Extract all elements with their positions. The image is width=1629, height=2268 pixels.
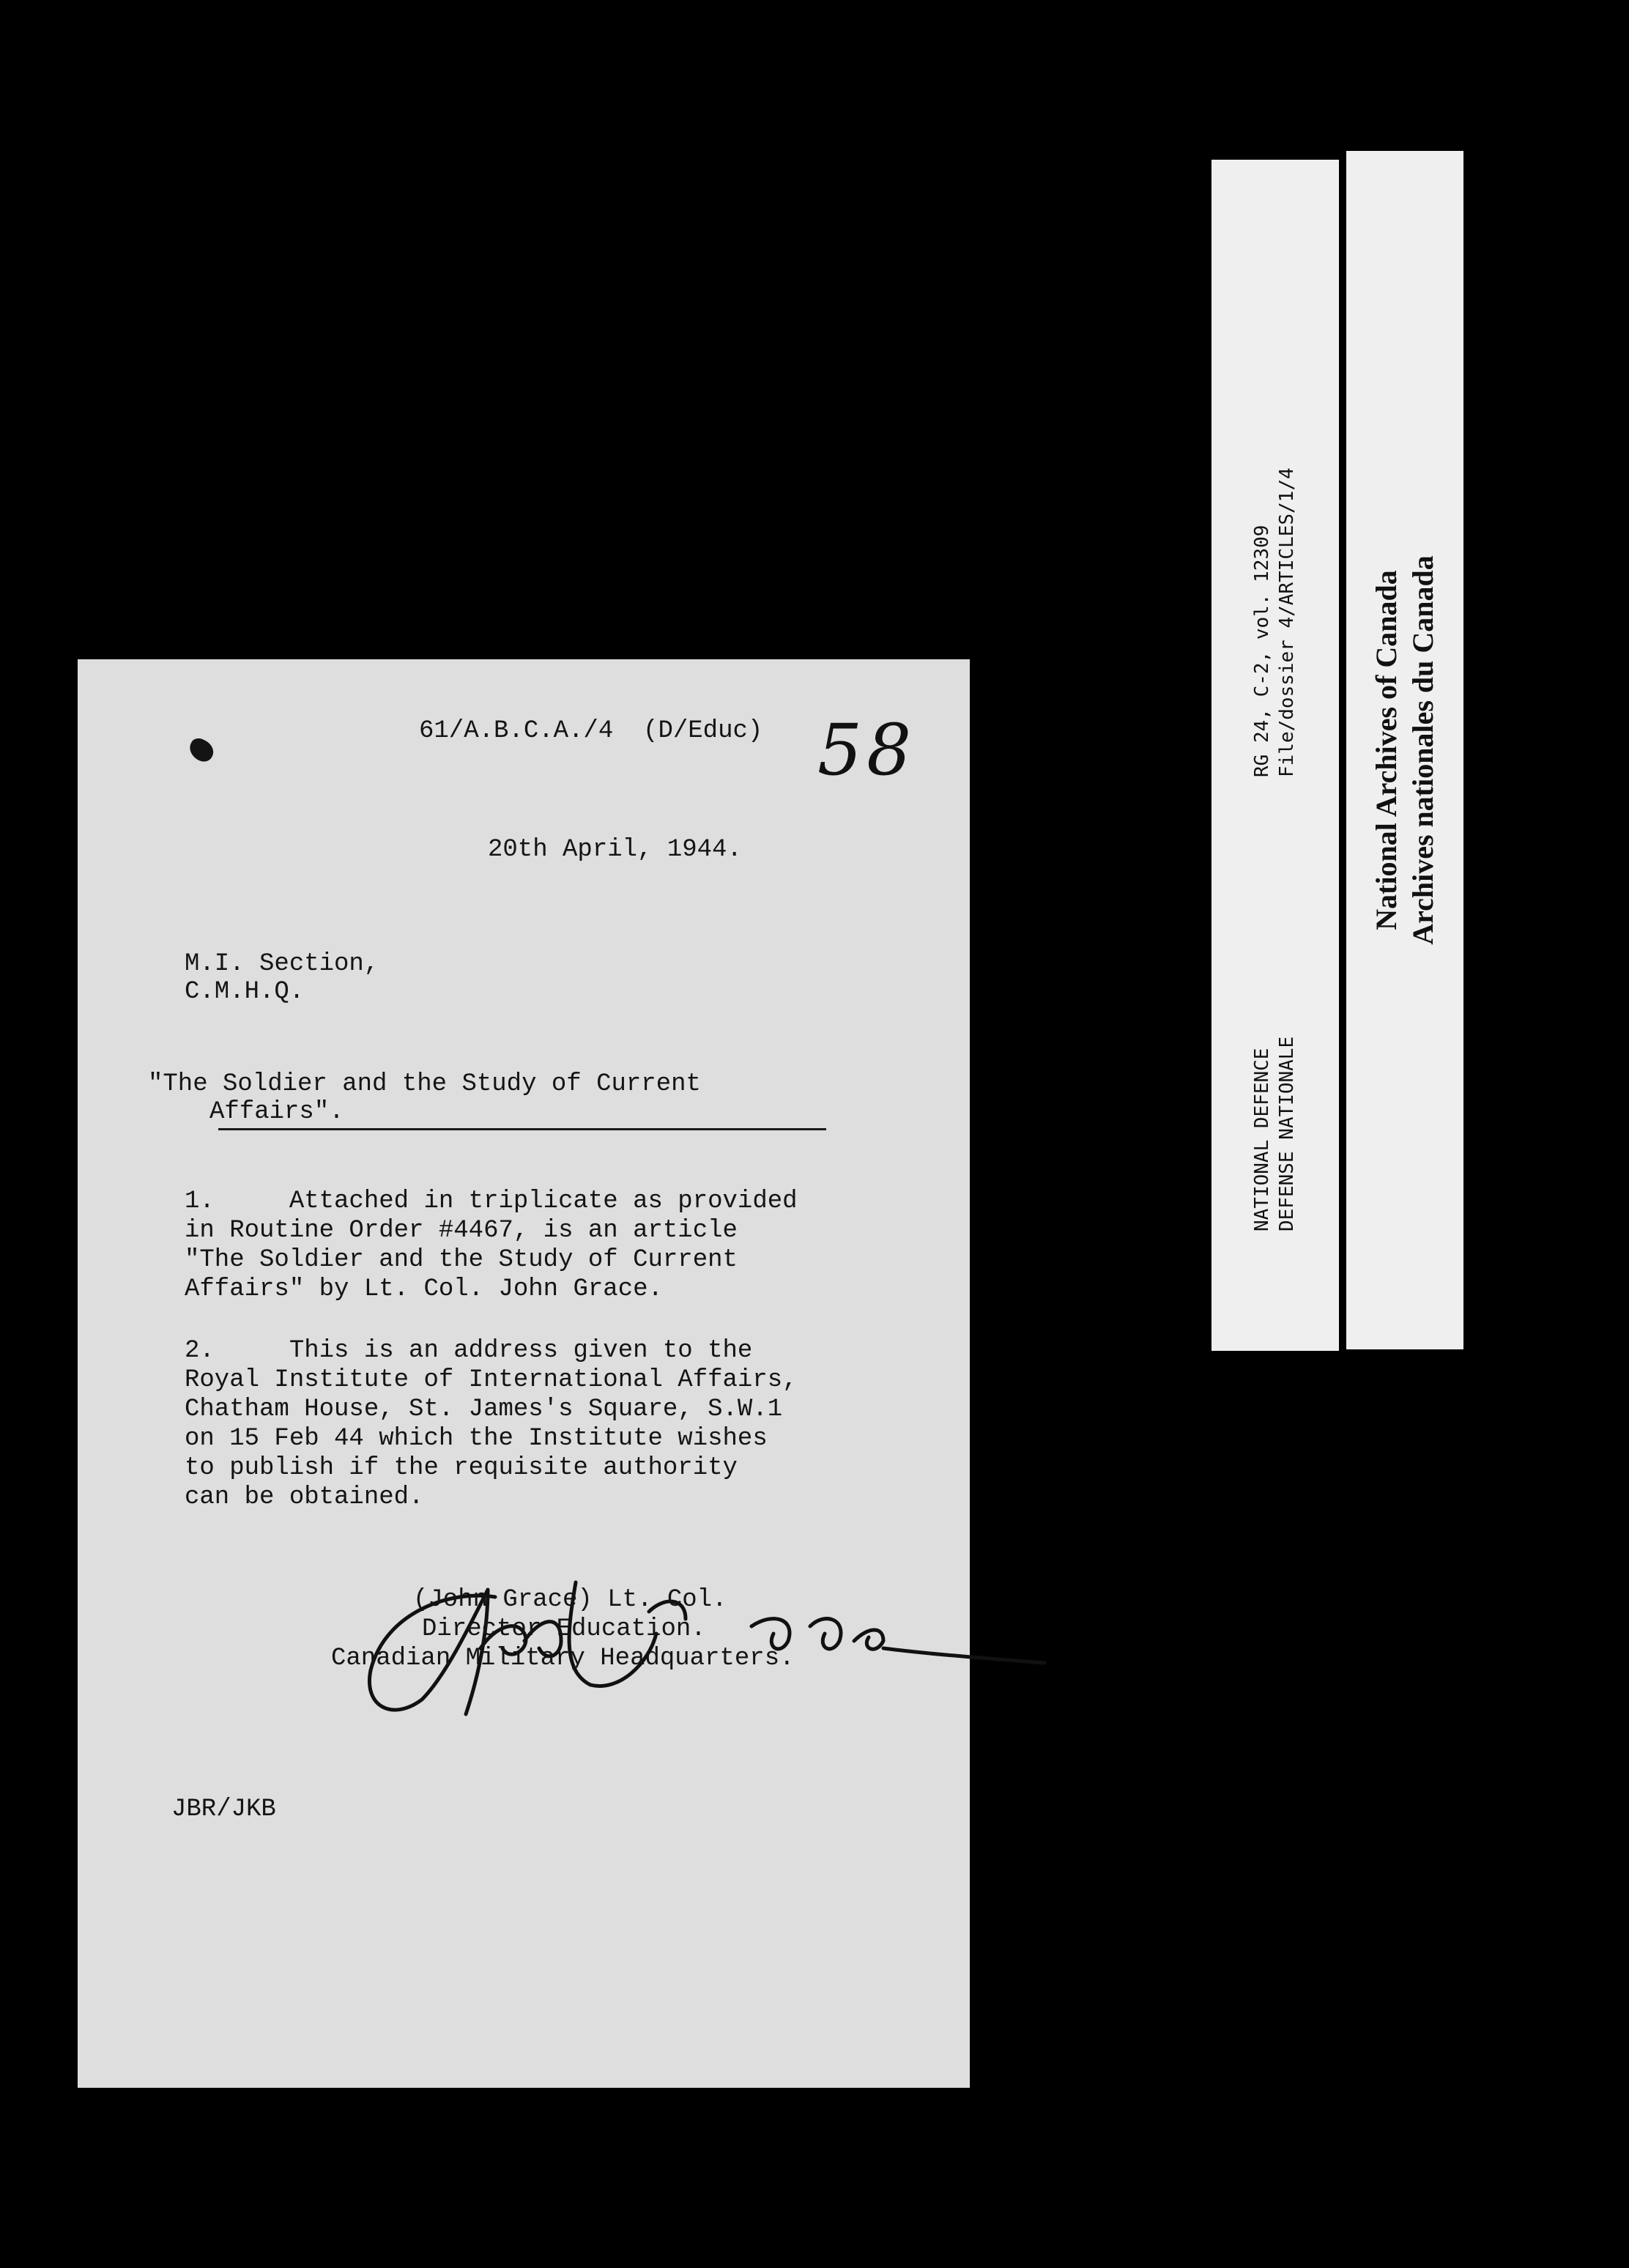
paragraph-2-line-6: can be obtained. <box>185 1483 424 1511</box>
paragraph-1-line-4: Affairs" by Lt. Col. John Grace. <box>185 1275 663 1303</box>
paragraph-2-line-5: to publish if the requisite authority <box>185 1454 738 1482</box>
paragraph-2-line-4: on 15 Feb 44 which the Institute wishes <box>185 1425 768 1453</box>
paragraph-1-line-3: "The Soldier and the Study of Current <box>185 1246 738 1274</box>
record-reference <box>1250 279 1300 1231</box>
subject-underline <box>218 1128 826 1130</box>
letter-date: 20th April, 1944. <box>488 836 742 864</box>
paragraph-2-line-1: 2. This is an address given to the <box>185 1337 753 1365</box>
paragraph-2-line-3: Chatham House, St. James's Square, S.W.1 <box>185 1396 783 1423</box>
addressee-line-2: C.M.H.Q. <box>185 978 305 1006</box>
department-fr: DEFENSE NATIONALE <box>1276 1036 1298 1231</box>
subject-line-2: Affairs". <box>209 1098 344 1126</box>
subject-line-1: "The Soldier and the Study of Current <box>148 1070 701 1098</box>
signature-organization: Canadian Military Headquarters. <box>331 1645 795 1672</box>
archive-reference-strip <box>1211 160 1339 1351</box>
file-dossier: File/dossier 4/ARTICLES/1/4 <box>1276 467 1298 777</box>
signature-name: (John Grace) Lt. Col. <box>413 1586 727 1614</box>
typist-initials: JBR/JKB <box>171 1796 276 1823</box>
paragraph-1-line-1: 1. Attached in triplicate as provided <box>185 1187 798 1215</box>
ink-blot <box>185 735 217 766</box>
file-reference: 61/A.B.C.A./4 (D/Educ) <box>419 717 763 745</box>
department-en: NATIONAL DEFENCE <box>1251 1048 1273 1231</box>
archives-name-fr: Archives nationales du Canada <box>1406 555 1439 945</box>
archives-name-en: National Archives of Canada <box>1370 570 1403 930</box>
handwritten-number: 58 <box>817 709 916 791</box>
addressee-line-1: M.I. Section, <box>185 950 379 978</box>
signature-title: Director Education. <box>422 1615 706 1643</box>
paragraph-2-line-2: Royal Institute of International Affairs, <box>185 1366 798 1394</box>
paragraph-1-line-2: in Routine Order #4467, is an article <box>185 1217 738 1245</box>
archives-name-strip <box>1346 151 1463 1349</box>
letter-page <box>78 659 970 2088</box>
record-group: RG 24, C-2, vol. 12309 <box>1251 525 1273 777</box>
archives-name <box>1368 555 1441 945</box>
